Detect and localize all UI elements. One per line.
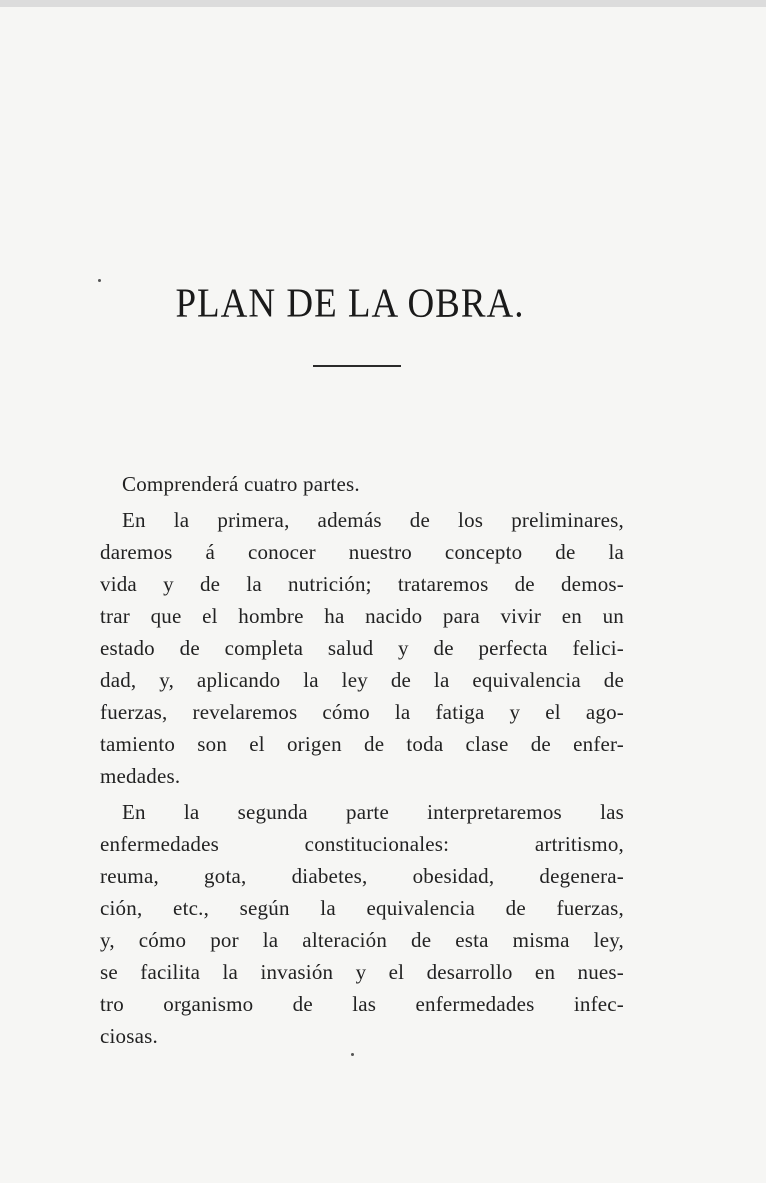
screen-top-strip [0, 0, 766, 7]
body-text [100, 468, 624, 1052]
text-line: daremos á conocer nuestro concepto de la [100, 540, 624, 564]
text-line: ción, etc., según la equivalencia de fuerzas, [100, 896, 624, 920]
text-line: dad, y, aplicando la ley de la equivalencia de [100, 668, 624, 692]
text-line: fuerzas, revelaremos cómo la fatiga y el ago- [100, 700, 624, 724]
text-line: enfermedades constitucionales: artritismo, [100, 832, 624, 856]
text-line: Comprenderá cuatro partes. [122, 472, 360, 496]
text-line: vida y de la nutrición; trataremos de demos- [100, 572, 624, 596]
page-title: PLAN DE LA OBRA. [175, 280, 525, 327]
paragraph-primera [100, 504, 624, 792]
text-line: estado de completa salud y de perfecta felici- [100, 636, 624, 660]
paragraph-segunda [100, 796, 624, 1052]
text-line: En la primera, además de los preliminares, [122, 508, 624, 532]
ink-speck [98, 279, 101, 282]
text-line: reuma, gota, diabetes, obesidad, degenera- [100, 864, 624, 888]
text-line: ciosas. [100, 1024, 158, 1048]
text-line: se facilita la invasión y el desarrollo en nues- [100, 960, 624, 984]
text-line: tamiento son el origen de toda clase de enfer- [100, 732, 624, 756]
text-line: En la segunda parte interpretaremos las [122, 800, 624, 824]
paragraph-intro [100, 468, 624, 500]
title-rule [313, 365, 401, 367]
text-line: trar que el hombre ha nacido para vivir en un [100, 604, 624, 628]
text-line: y, cómo por la alteración de esta misma ley, [100, 928, 624, 952]
text-line: tro organismo de las enfermedades infec- [100, 992, 624, 1016]
ink-speck [351, 1053, 354, 1056]
text-line: medades. [100, 764, 181, 788]
